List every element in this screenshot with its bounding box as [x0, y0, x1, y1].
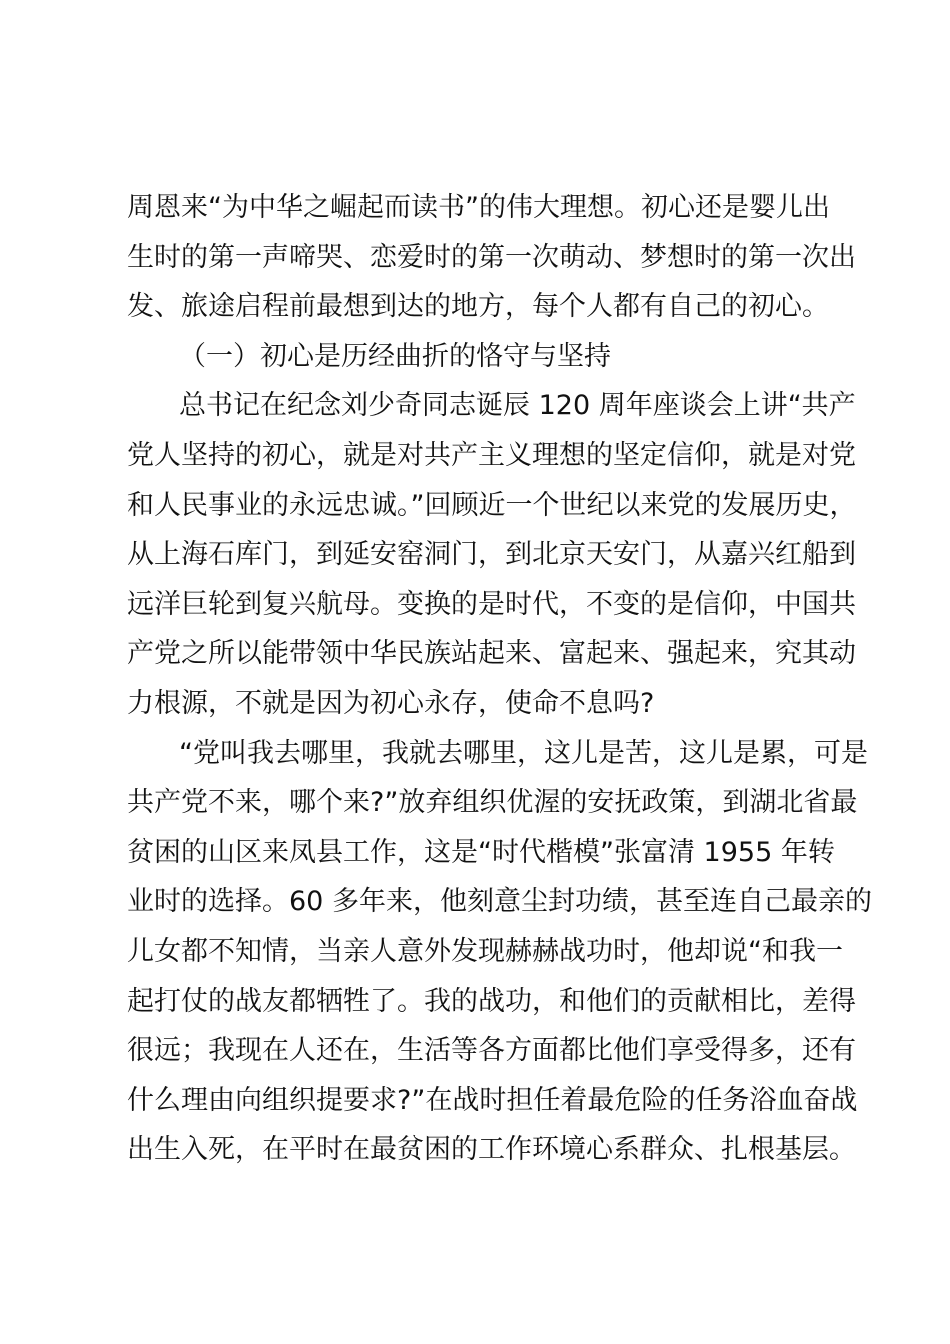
text-line: 周恩来“为中华之崛起而读书”的伟大理想。初心还是婴儿出 [127, 192, 830, 223]
text-line: 和人民事业的永远忠诚。”回顾近一个世纪以来党的发展历史， [127, 489, 857, 521]
text-line: 产党之所以能带领中华民族站起来、富起来、强起来，究其动 [127, 638, 856, 670]
document-body [127, 183, 872, 1175]
heading-text: （一）初心是历经曲折的恪守与坚持 [179, 340, 611, 372]
text-line: 什么理由向组织提要求?”在战时担任着最危险的任务浴血奋战 [127, 1084, 858, 1116]
text-line: 业时的选择。60 多年来，他刻意尘封功绩，甚至连自己最亲的 [127, 886, 872, 918]
text-line: 生时的第一声啼哭、恋爱时的第一次萌动、梦想时的第一次出 [127, 241, 856, 273]
text-line: “党叫我去哪里，我就去哪里，这儿是苦，这儿是累，可是 [179, 737, 868, 769]
text-line: 从上海石库门，到延安窑洞门，到北京天安门，从嘉兴红船到 [127, 539, 856, 571]
text-line: 总书记在纪念刘少奇同志诞辰 120 周年座谈会上讲“共产 [179, 390, 856, 422]
section-heading [127, 332, 847, 382]
text-line: 共产党不来，哪个来?”放弃组织优渥的安抚政策，到湖北省最 [127, 787, 858, 819]
text-line: 力根源，不就是因为初心永存，使命不息吗? [127, 687, 655, 719]
text-line: 远洋巨轮到复兴航母。变换的是时代，不变的是信仰，中国共 [127, 588, 856, 620]
text-line: 很远；我现在人还在，生活等各方面都比他们享受得多，还有 [127, 1035, 856, 1067]
paragraph-1 [127, 183, 856, 332]
text-line: 贫困的山区来凤县工作，这是“时代楷模”张富清 1955 年转 [127, 836, 835, 868]
paragraph-3 [127, 729, 872, 1175]
text-line: 起打仗的战友都牺牲了。我的战功，和他们的贡献相比，差得 [127, 985, 856, 1017]
paragraph-2 [127, 381, 857, 728]
text-line: 党人坚持的初心，就是对共产主义理想的坚定信仰，就是对党 [127, 439, 856, 471]
text-line: 儿女都不知情，当亲人意外发现赫赫战功时，他却说“和我一 [127, 935, 843, 967]
text-line: 发、旅途启程前最想到达的地方，每个人都有自己的初心。 [127, 291, 829, 323]
text-line: 出生入死，在平时在最贫困的工作环境心系群众、扎根基层。 [127, 1134, 856, 1166]
